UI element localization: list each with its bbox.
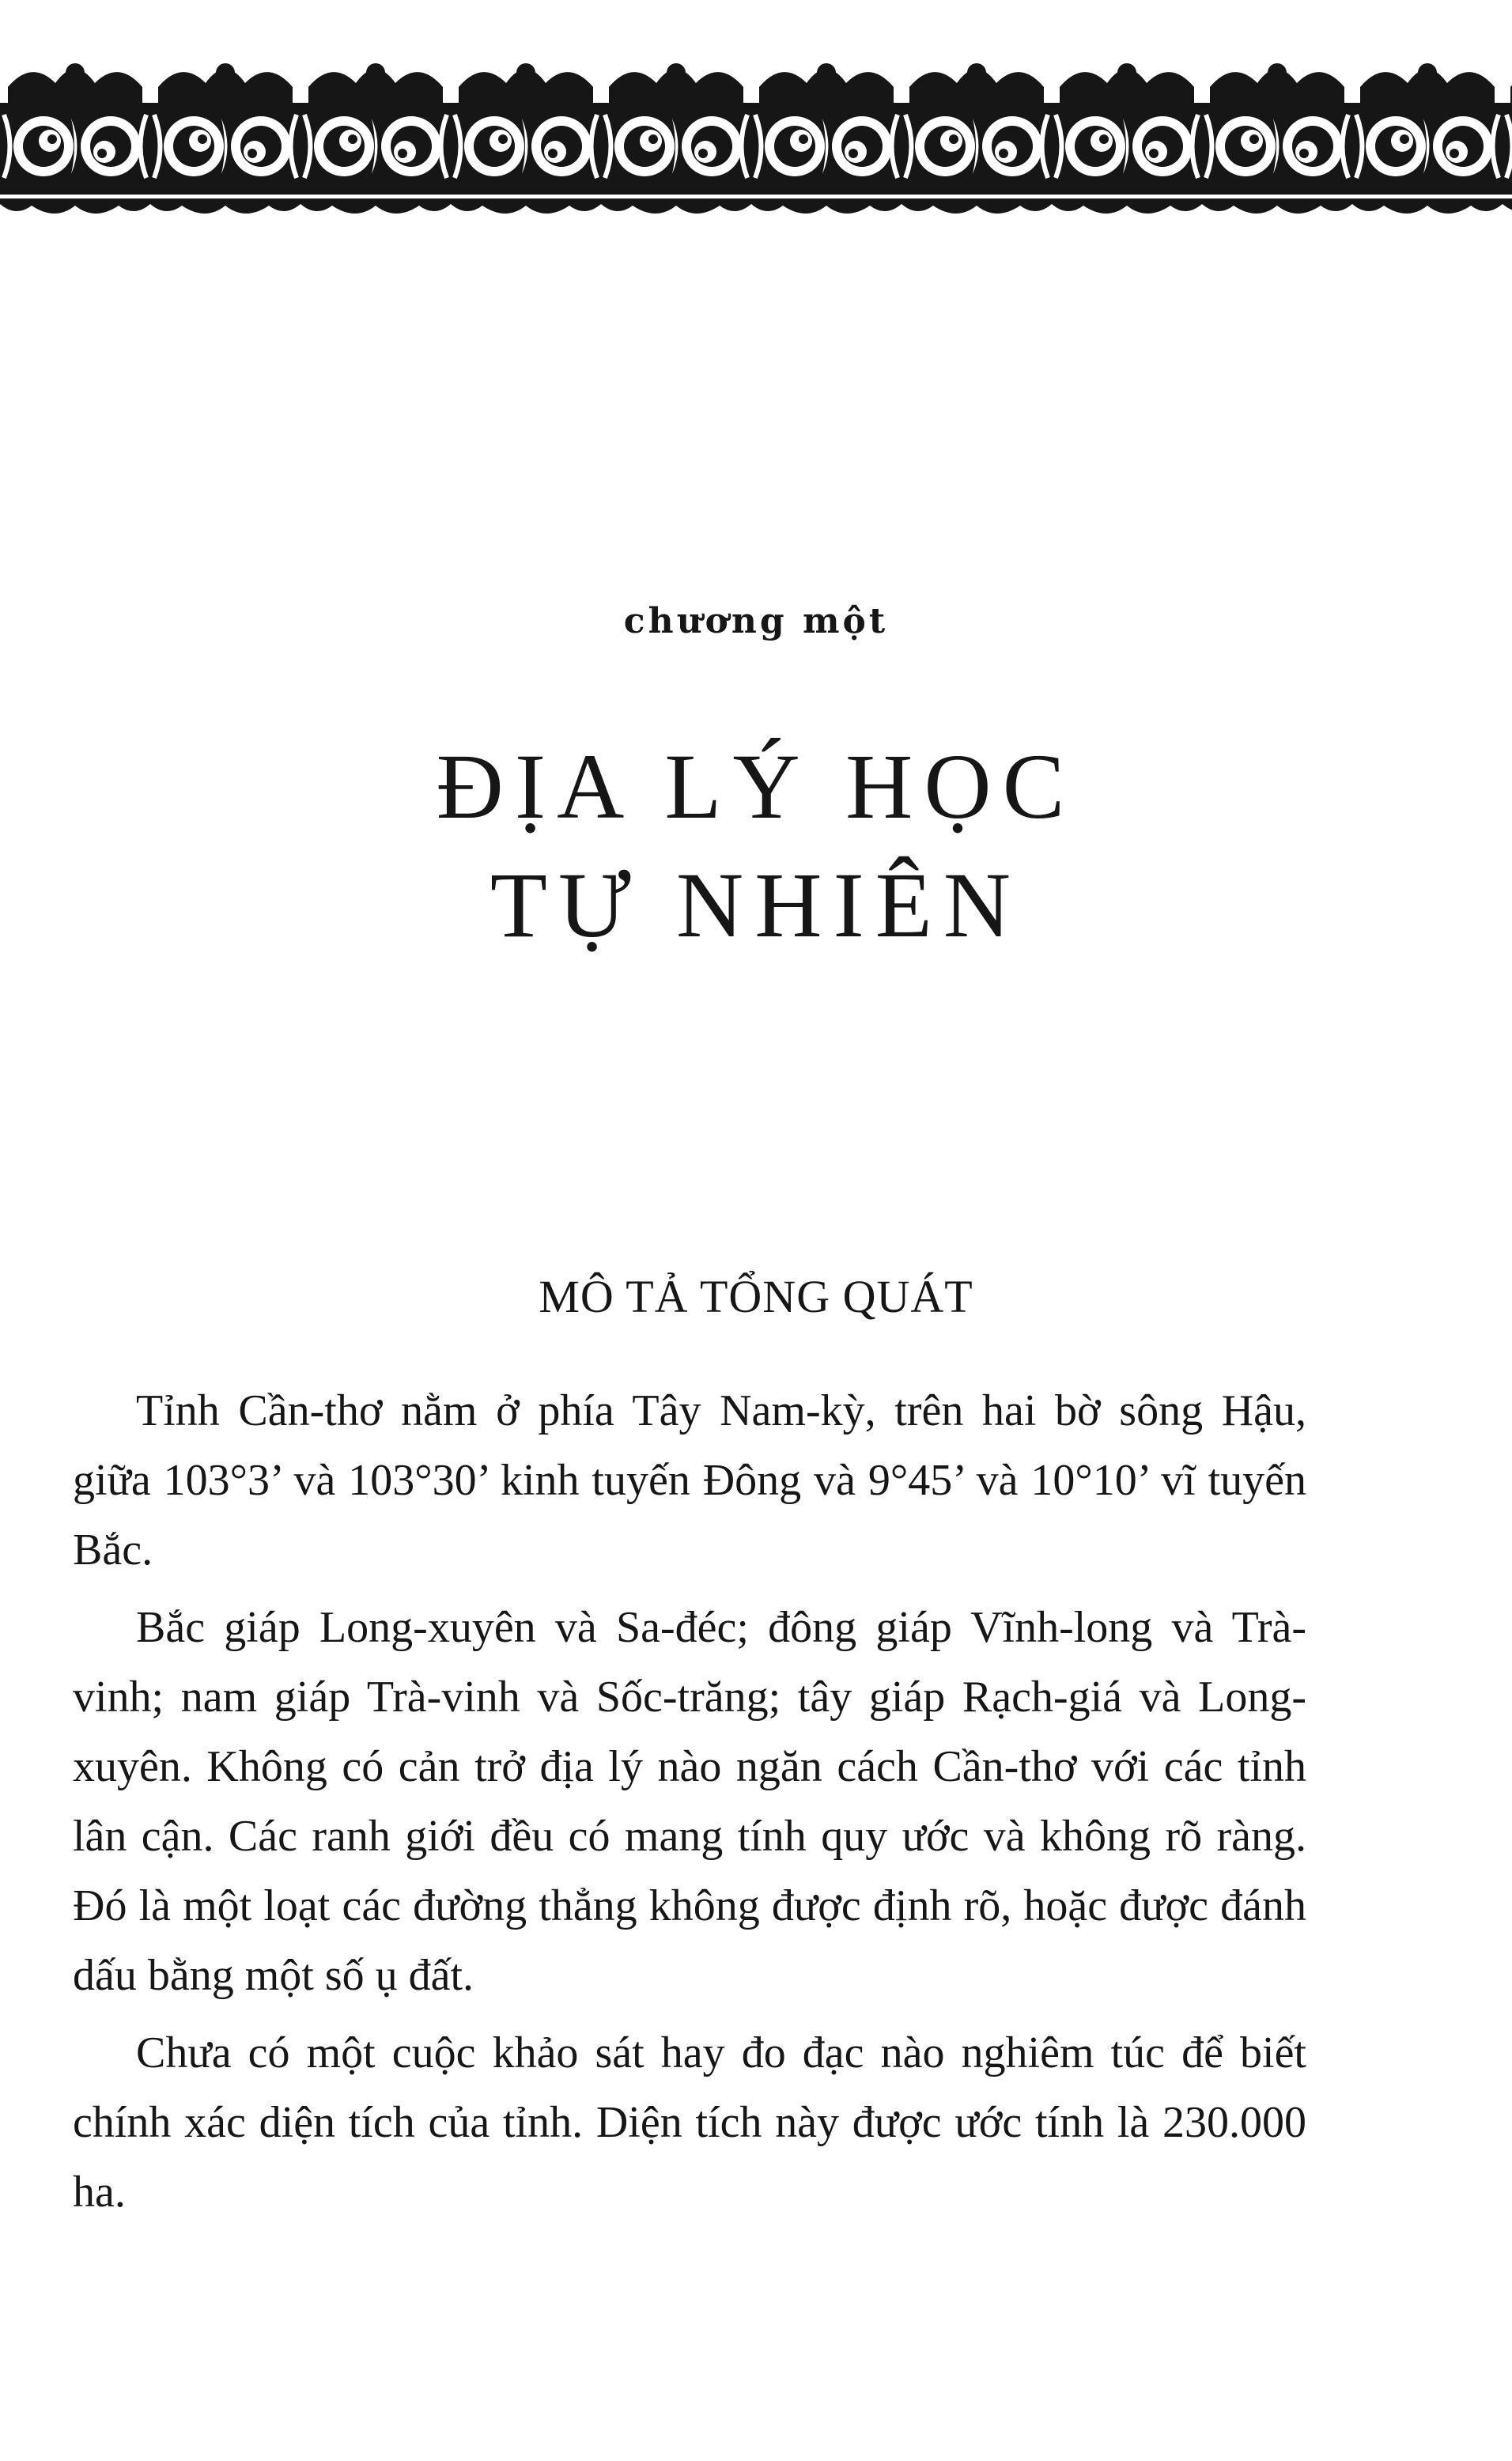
ornamental-border-icon: [0, 55, 1512, 221]
section-heading: MÔ TẢ TỔNG QUÁT: [539, 1271, 973, 1322]
chapter-title-line-2: TỰ NHIÊN: [490, 853, 1022, 957]
chapter-title: [0, 728, 1512, 965]
chapter-label: chương một: [623, 601, 889, 641]
paragraph: Chưa có một cuộc khảo sát hay đo đạc nào nghiêm túc để biết chính xác diện tích của tỉnh. Diện tích này được ước tính là 230.000 ha.: [73, 2028, 1306, 2217]
paragraph: Bắc giáp Long-xuyên và Sa-đéc; đông giáp Vĩnh-long và Trà-vinh; nam giáp Trà-vinh và Sốc-trăng; tây giáp Rạch-giá và Long-xuyên. Không có cản trở địa lý nào ngăn cách Cần-thơ với các tỉnh lân cận. Các ranh giới đều có mang tính quy ước và không rõ ràng. Đó là một loạt các đường thẳng không được định rõ, hoặc được đánh dấu bằng một số ụ đất.: [73, 1603, 1306, 2000]
paragraph: Tỉnh Cần-thơ nằm ở phía Tây Nam-kỳ, trên hai bờ sông Hậu, giữa 103°3’ và 103°30’ kinh tuyến Đông và 9°45’ và 10°10’ vĩ tuyến Bắc.: [73, 1386, 1306, 1575]
chapter-title-line-1: ĐỊA LÝ HỌC: [436, 735, 1076, 838]
body-text: [73, 1376, 1306, 2235]
